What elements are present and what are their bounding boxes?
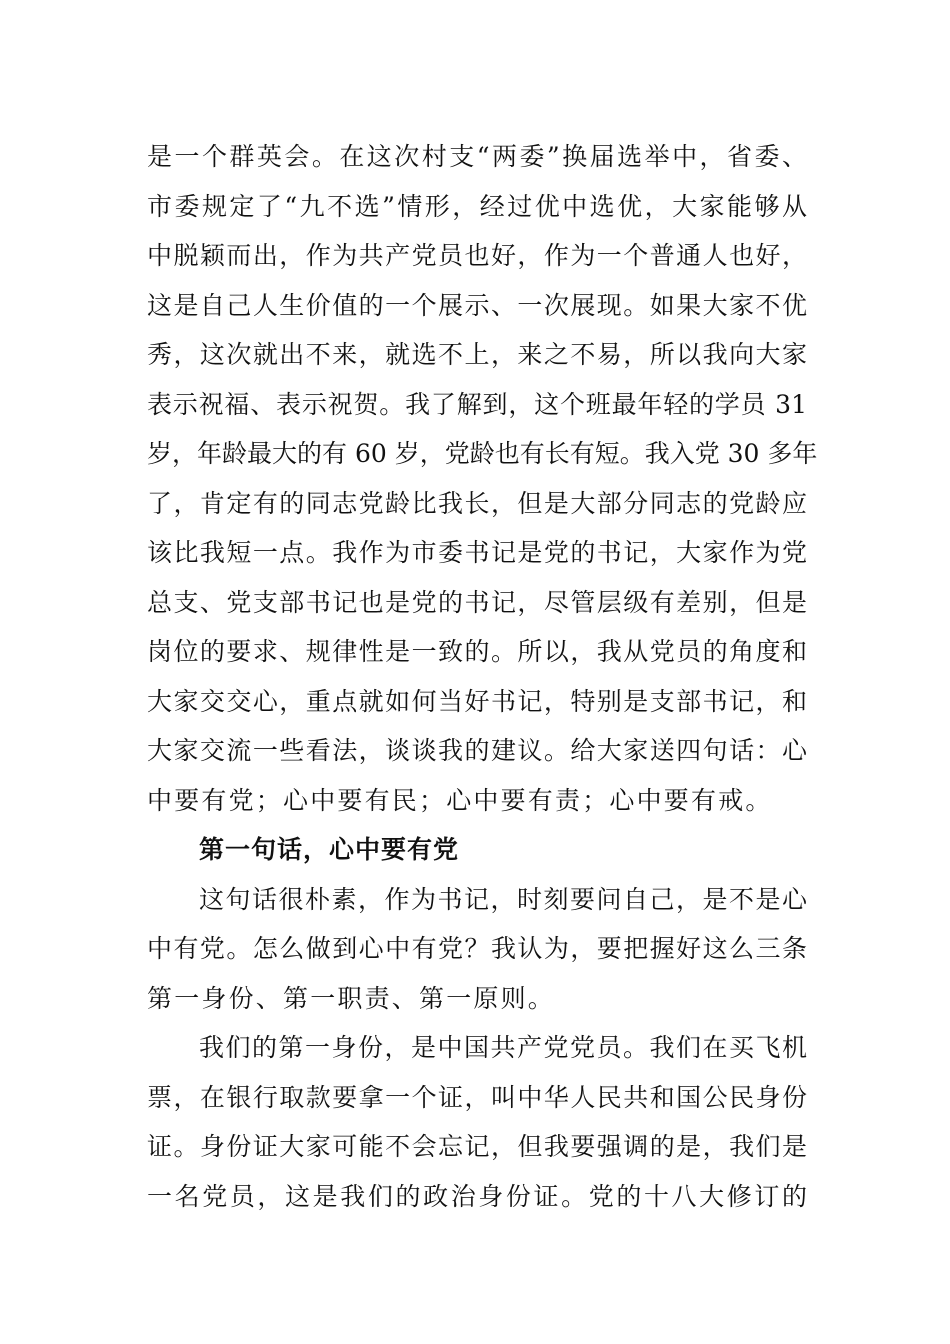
text-line: 这句话很朴素，作为书记，时刻要问自己，是不是心	[199, 884, 807, 914]
text-line: 总支、党支部书记也是党的书记，尽管层级有差别，但是	[147, 587, 807, 617]
text-line: 证。身份证大家可能不会忘记，但我要强调的是，我们是	[147, 1132, 807, 1161]
text-line: 了，肯定有的同志党龄比我长，但是大部分同志的党龄应	[147, 488, 807, 518]
section-heading: 第一句话，心中要有党	[199, 835, 460, 864]
text-line: 岗位的要求、规律性是一致的。所以，我从党员的角度和	[147, 637, 807, 666]
text-line: 中脱颖而出，作为共产党员也好，作为一个普通人也好，	[147, 241, 807, 270]
text-line: 表示祝福、表示祝贺。我了解到，这个班最年轻的学员 31	[147, 389, 807, 419]
text-line: 中有党。怎么做到心中有党？我认为，要把握好这么三条	[147, 934, 807, 963]
text-line: 该比我短一点。我作为市委书记是党的书记，大家作为党	[147, 538, 807, 567]
text-line: 是一个群英会。在这次村支“两委”换届选举中，省委、	[147, 142, 807, 171]
text-line: 岁，年龄最大的有 60 岁，党龄也有长有短。我入党 30 多年	[147, 439, 818, 468]
text-line: 这是自己人生价值的一个展示、一次展现。如果大家不优	[147, 290, 807, 320]
text-line: 我们的第一身份，是中国共产党党员。我们在买飞机	[199, 1033, 807, 1062]
text-line: 第一身份、第一职责、第一原则。	[147, 983, 556, 1013]
text-line: 一名党员，这是我们的政治身份证。党的十八大修订的	[147, 1181, 807, 1211]
text-line: 中要有党；心中要有民；心中要有责；心中要有戒。	[147, 785, 773, 815]
text-line: 大家交流一些看法，谈谈我的建议。给大家送四句话：心	[147, 736, 807, 765]
text-line: 秀，这次就出不来，就选不上，来之不易，所以我向大家	[147, 340, 807, 369]
text-line: 票，在银行取款要拿一个证，叫中华人民共和国公民身份	[147, 1082, 807, 1112]
text-line: 市委规定了“九不选”情形，经过优中选优，大家能够从	[147, 191, 807, 221]
document-body	[147, 132, 818, 1221]
text-line: 大家交交心，重点就如何当好书记，特别是支部书记，和	[147, 686, 807, 716]
